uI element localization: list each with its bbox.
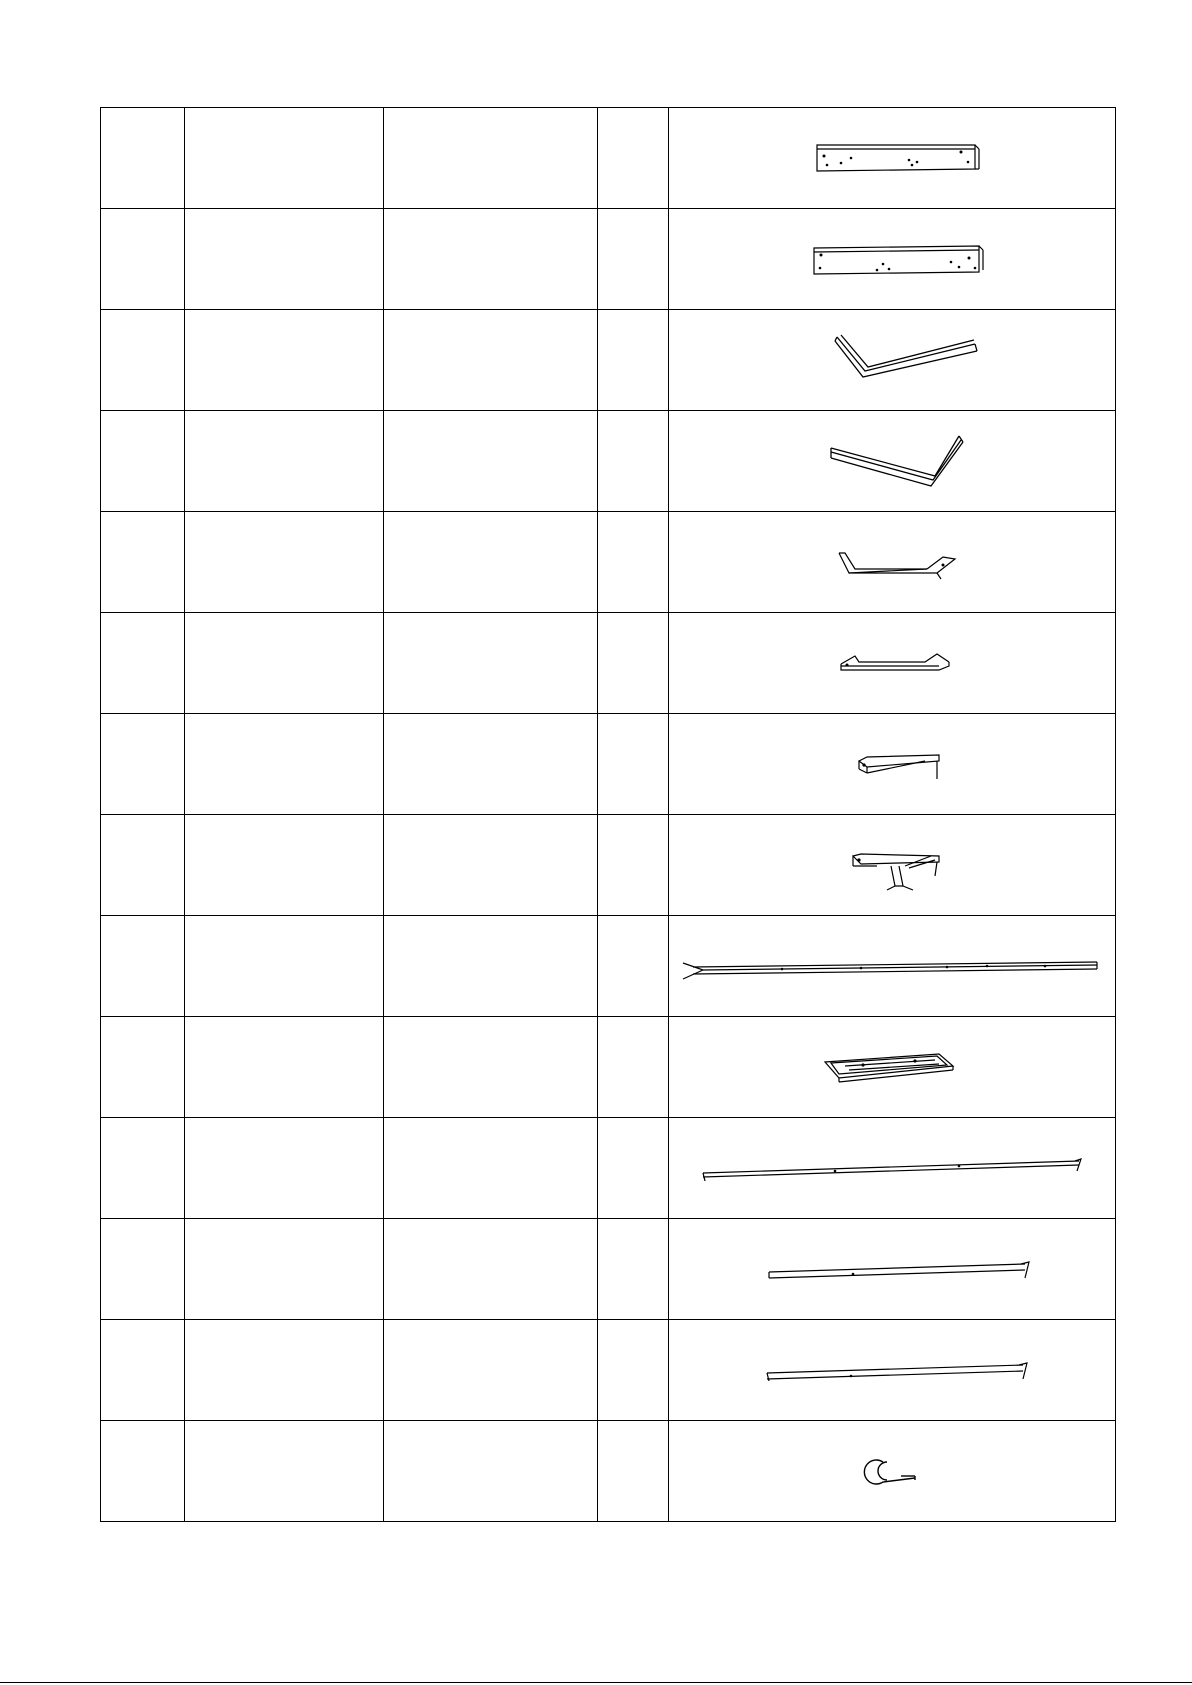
long-rail-drawing: [669, 917, 1115, 1015]
slotted-tray-drawing: [669, 1018, 1115, 1116]
table-row: [101, 209, 1116, 310]
table-row: [101, 1017, 1116, 1118]
part-number-cell: [101, 916, 185, 1017]
table-row: [101, 815, 1116, 916]
part-drawing-cell: [669, 613, 1116, 714]
corner-rail-drawing: [669, 412, 1115, 510]
part-qty-cell: [598, 916, 669, 1017]
part-number-cell: [101, 613, 185, 714]
table-row: [101, 411, 1116, 512]
part-qty-cell: [598, 1421, 669, 1522]
part-drawing-cell: [669, 1320, 1116, 1421]
parts-table: [100, 107, 1116, 1522]
part-name-cell: [185, 512, 384, 613]
channel-bracket-drawing: [669, 513, 1115, 611]
part-drawing-cell: [669, 714, 1116, 815]
table-row: [101, 1118, 1116, 1219]
part-name-cell: [185, 411, 384, 512]
part-drawing-cell: [669, 209, 1116, 310]
part-spec-cell: [384, 209, 598, 310]
part-name-cell: [185, 1219, 384, 1320]
part-qty-cell: [598, 1219, 669, 1320]
table-row: [101, 1219, 1116, 1320]
part-qty-cell: [598, 209, 669, 310]
table-row: [101, 1320, 1116, 1421]
part-qty-cell: [598, 1017, 669, 1118]
part-spec-cell: [384, 1017, 598, 1118]
part-name-cell: [185, 310, 384, 411]
part-name-cell: [185, 108, 384, 209]
corner-rail-drawing: [669, 311, 1115, 409]
part-number-cell: [101, 1017, 185, 1118]
angle-bracket-drawing: [669, 715, 1115, 813]
part-number-cell: [101, 108, 185, 209]
part-number-cell: [101, 815, 185, 916]
part-drawing-cell: [669, 1219, 1116, 1320]
part-qty-cell: [598, 815, 669, 916]
part-qty-cell: [598, 411, 669, 512]
flat-panel-drawing: [669, 210, 1115, 308]
part-name-cell: [185, 613, 384, 714]
part-spec-cell: [384, 714, 598, 815]
part-name-cell: [185, 1118, 384, 1219]
flat-panel-drawing: [669, 109, 1115, 207]
part-number-cell: [101, 1421, 185, 1522]
part-qty-cell: [598, 1118, 669, 1219]
medium-thin-bar-drawing: [669, 1321, 1115, 1419]
part-qty-cell: [598, 714, 669, 815]
part-number-cell: [101, 714, 185, 815]
part-spec-cell: [384, 512, 598, 613]
part-spec-cell: [384, 1118, 598, 1219]
part-spec-cell: [384, 916, 598, 1017]
part-name-cell: [185, 1017, 384, 1118]
part-spec-cell: [384, 1320, 598, 1421]
part-number-cell: [101, 1219, 185, 1320]
part-drawing-cell: [669, 108, 1116, 209]
table-row: [101, 714, 1116, 815]
part-number-cell: [101, 1118, 185, 1219]
part-spec-cell: [384, 411, 598, 512]
part-name-cell: [185, 916, 384, 1017]
part-spec-cell: [384, 108, 598, 209]
part-name-cell: [185, 815, 384, 916]
part-drawing-cell: [669, 916, 1116, 1017]
angle-bracket-with-leg-drawing: [669, 816, 1115, 914]
part-qty-cell: [598, 512, 669, 613]
table-row: [101, 310, 1116, 411]
part-drawing-cell: [669, 815, 1116, 916]
part-spec-cell: [384, 310, 598, 411]
part-qty-cell: [598, 613, 669, 714]
part-drawing-cell: [669, 1118, 1116, 1219]
part-drawing-cell: [669, 512, 1116, 613]
page-bottom-rule: [0, 1682, 1192, 1683]
part-number-cell: [101, 512, 185, 613]
part-name-cell: [185, 1421, 384, 1522]
table-row: [101, 1421, 1116, 1522]
part-spec-cell: [384, 1219, 598, 1320]
part-number-cell: [101, 209, 185, 310]
part-qty-cell: [598, 108, 669, 209]
part-drawing-cell: [669, 310, 1116, 411]
part-number-cell: [101, 1320, 185, 1421]
channel-bracket-drawing: [669, 614, 1115, 712]
part-spec-cell: [384, 613, 598, 714]
part-name-cell: [185, 714, 384, 815]
long-thin-bar-drawing: [669, 1119, 1115, 1217]
part-drawing-cell: [669, 1017, 1116, 1118]
part-drawing-cell: [669, 1421, 1116, 1522]
part-qty-cell: [598, 1320, 669, 1421]
part-spec-cell: [384, 1421, 598, 1522]
table-row: [101, 916, 1116, 1017]
part-name-cell: [185, 1320, 384, 1421]
medium-thin-bar-drawing: [669, 1220, 1115, 1318]
table-row: [101, 512, 1116, 613]
part-spec-cell: [384, 815, 598, 916]
table-row: [101, 613, 1116, 714]
part-number-cell: [101, 310, 185, 411]
table-row: [101, 108, 1116, 209]
part-number-cell: [101, 411, 185, 512]
part-drawing-cell: [669, 411, 1116, 512]
hook-drawing: [669, 1422, 1115, 1520]
part-qty-cell: [598, 310, 669, 411]
part-name-cell: [185, 209, 384, 310]
